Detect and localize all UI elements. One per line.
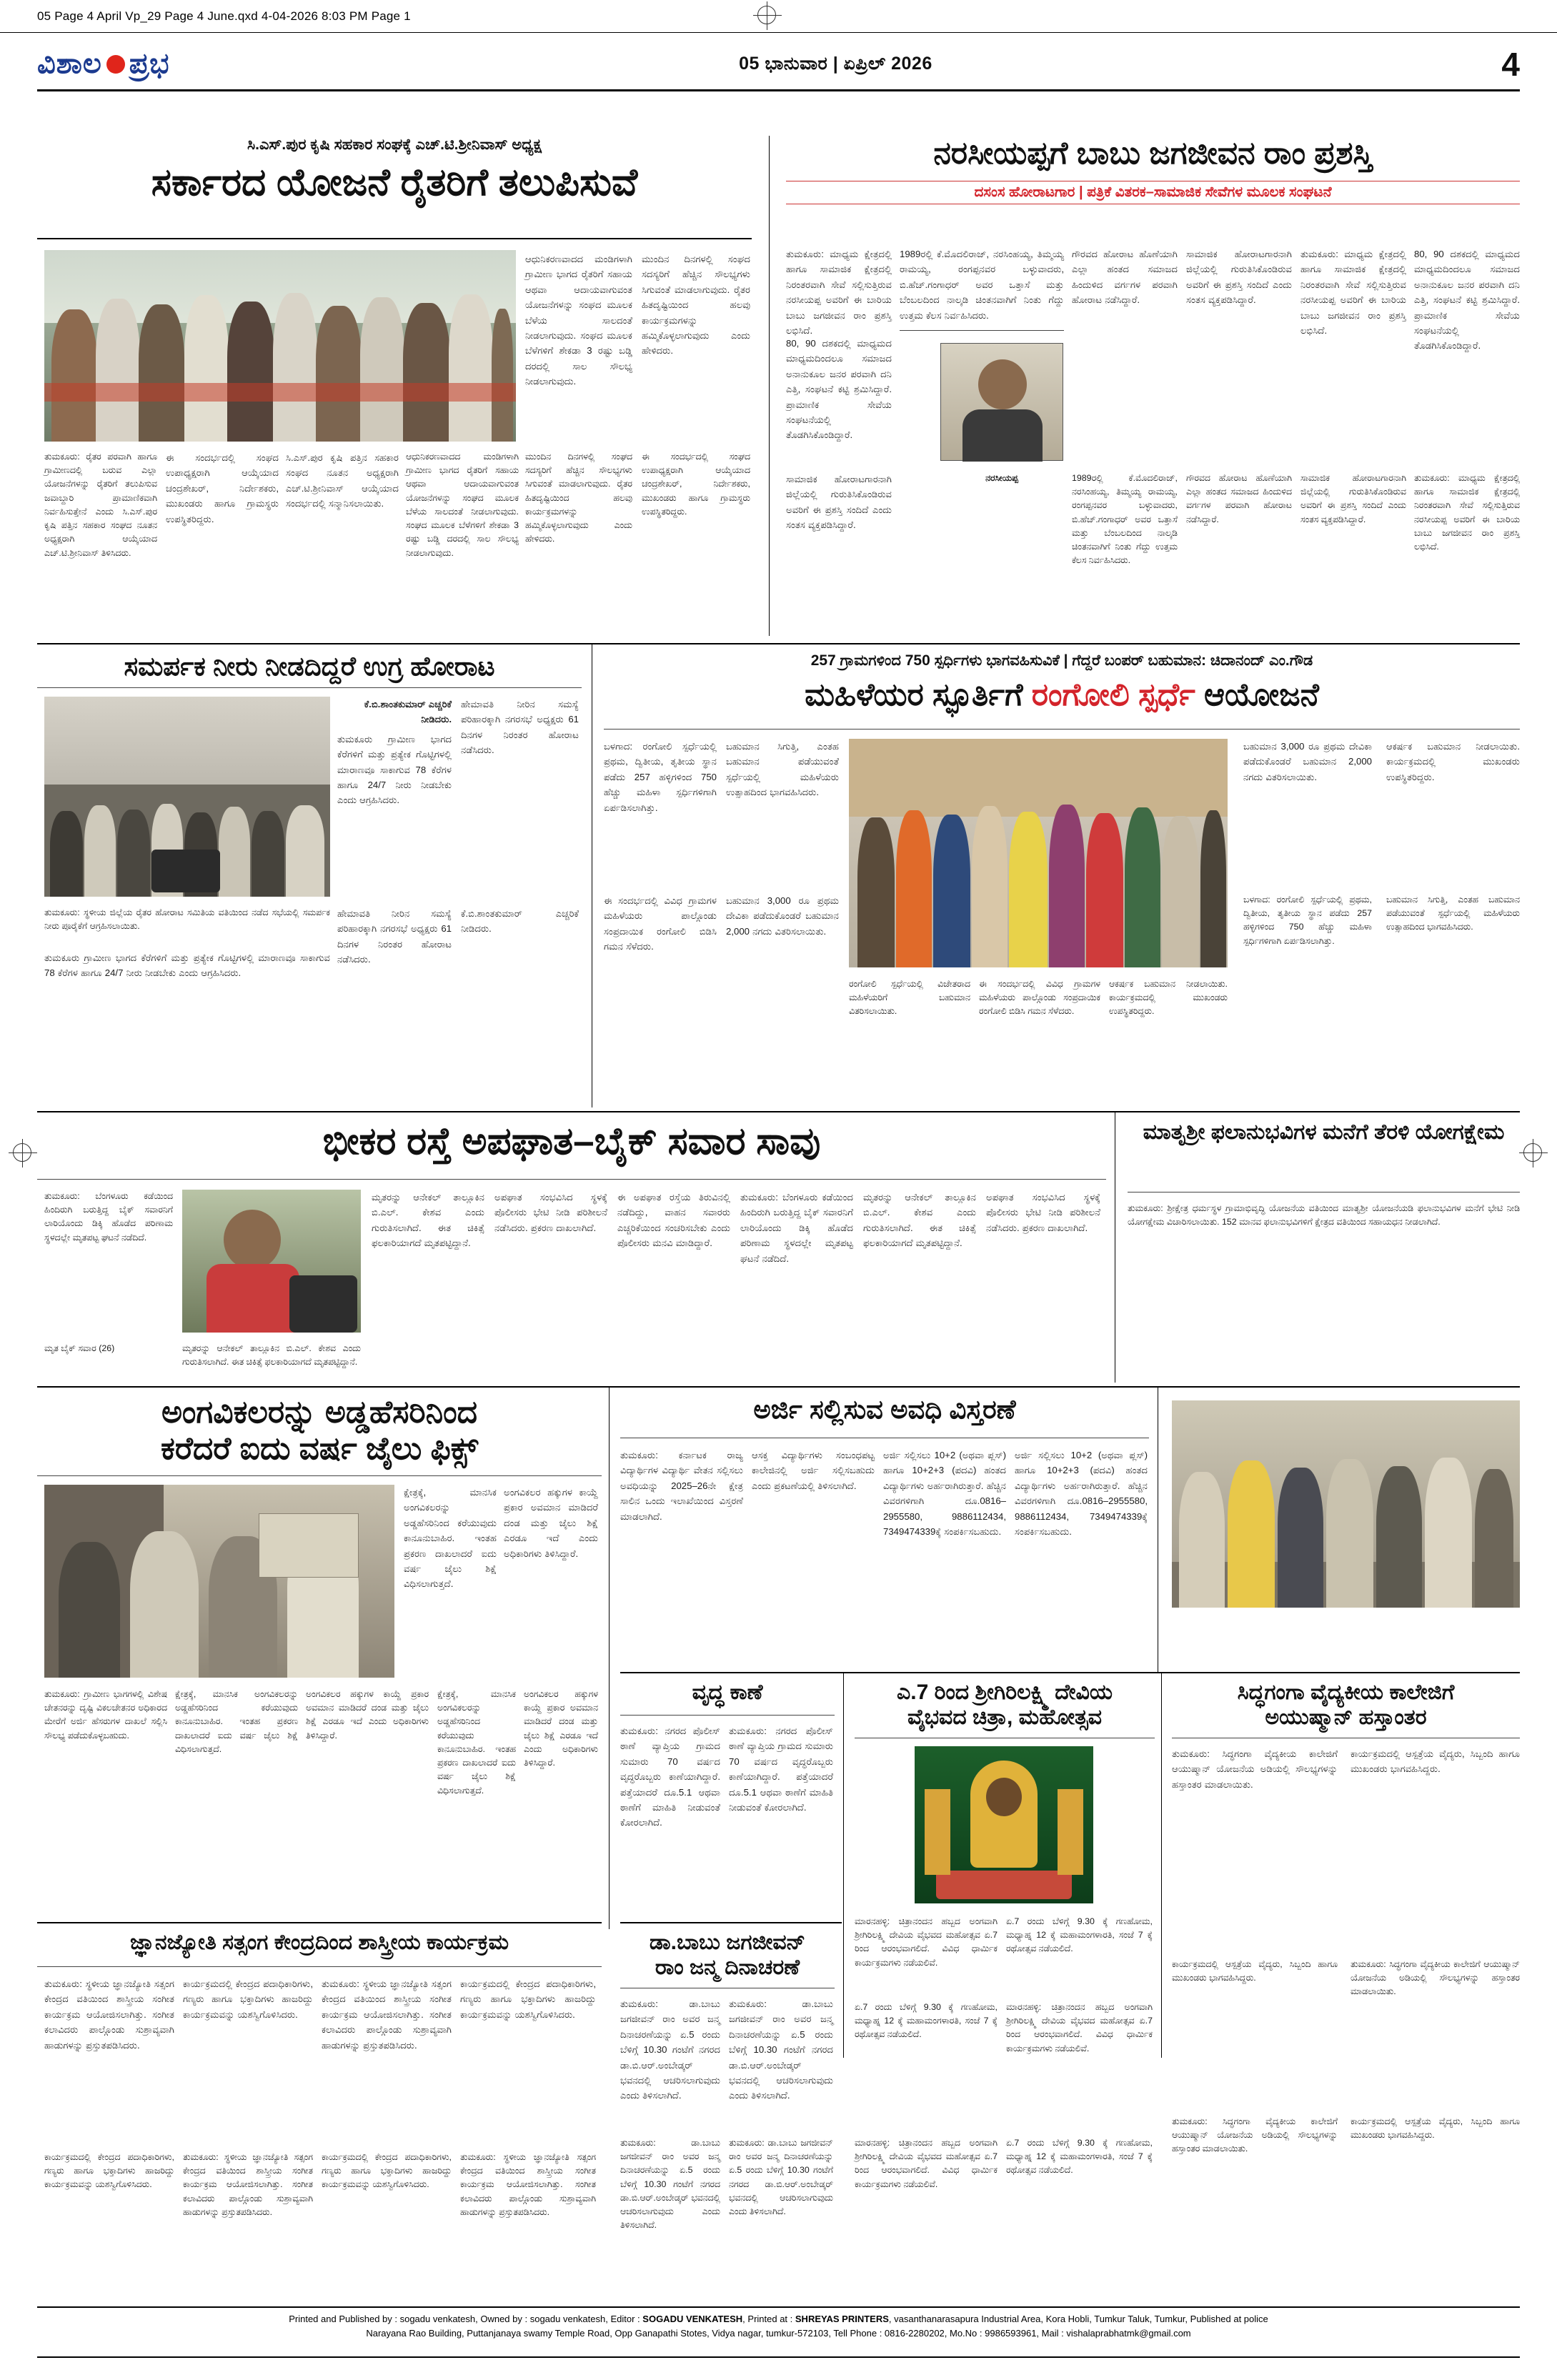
portrait-caption: ನರಸೀಯಪ್ಪ	[985, 473, 1018, 483]
article-col-5: ಈ ಸಂದರ್ಭದಲ್ಲಿ ಸಂಘದ ಉಪಾಧ್ಯಕ್ಷರಾಗಿ ಆಯ್ಕೆಯಾದ ಚಂದ್ರಶೇಖರ್, ನಿರ್ದೇಶಕರು, ಮುಖಂಡರು ಹಾಗೂ ಗ್ರಾಮಸ್ಥರು ಉಪಸ್ಥಿತರಿದ್ದರು.	[166, 452, 279, 524]
article-col-1: ತುಮಕೂರು: ರೈತರ ಪರವಾಗಿ ಹಾಗೂ ಗ್ರಾಮೀಣದಲ್ಲಿ ಬರುವ ಎಲ್ಲಾ ಯೋಜನೆಗಳನ್ನು ರೈತರಿಗೆ ತಲುಪಿಸುವ ಜವಾಬ್ದಾರಿ ಪ್ರಾಮಾಣಿಕವಾಗಿ ನಿರ್ವಹಿಸುತ್ತೇನೆ ಎಂದು ಸಿ.ಎಸ್.ಪುರ ಕೃಷಿ ಪತ್ತಿನ ಸಹಕಾರ ಸಂಘದ ನೂತನ ಅಧ್ಯಕ್ಷರಾಗಿ ಆಯ್ಕೆಯಾದ ಎಚ್.ಟಿ.ಶ್ರೀನಿವಾಸ್ ತಿಳಿಸಿದರು.	[44, 452, 157, 558]
water-col-4: ಹೇಮಾವತಿ ನೀರಿನ ಸಮಸ್ಯೆ ಪರಿಹಾರಕ್ಕಾಗಿ ನಗರಸಭೆ ಅಧ್ಯಕ್ಷರು 61 ದಿನಗಳ ನಿರಂತರ ಹೋರಾಟ ನಡೆಸಿದರು.	[337, 908, 452, 965]
column-divider	[843, 1672, 844, 2058]
accident-col-2: ಮೃತರನ್ನು ಆನೇಕಲ್ ತಾಲ್ಲೂಕಿನ ಬಿ.ಎಲ್. ಕೇಶವ ಎಂದು ಗುರುತಿಸಲಾಗಿದೆ. ಈತ ಚಿಕಿತ್ಸೆ ಫಲಕಾರಿಯಾಗದೆ ಮೃತಪಟ್ಟಿದ್ದಾನೆ.	[182, 1343, 361, 1368]
divider	[620, 1672, 1520, 1673]
article-siddaganga	[1172, 1681, 1520, 1730]
disability-col-2: ಅಂಗವಿಕಲರ ಹಕ್ಕುಗಳ ಕಾಯ್ದೆ ಪ್ರಕಾರ ಅವಮಾನ ಮಾಡಿದರೆ ದಂಡ ಮತ್ತು ಜೈಲು ಶಿಕ್ಷೆ ಎರಡೂ ಇದೆ ಎಂದು ಅಧಿಕಾರಿಗಳು ತಿಳಿಸಿದ್ದಾರೆ.	[504, 1487, 598, 1559]
article-col-9: ಈ ಸಂದರ್ಭದಲ್ಲಿ ಸಂಘದ ಉಪಾಧ್ಯಕ್ಷರಾಗಿ ಆಯ್ಕೆಯಾದ ಚಂದ್ರಶೇಖರ್, ನಿರ್ದೇಶಕರು, ಮುಖಂಡರು ಹಾಗೂ ಗ್ರಾಮಸ್ಥರು ಉಪಸ್ಥಿತರಿದ್ದರು.	[642, 452, 750, 517]
rangoli-col-10: ಬಳಗಾದ: ರಂಗೋಲಿ ಸ್ಪರ್ಧೆಯಲ್ಲಿ ಪ್ರಥಮ, ದ್ವಿತೀಯ, ತೃತೀಯ ಸ್ಥಾನ ಪಡೆದು 257 ಹಳ್ಳಿಗಳಿಂದ 750 ಹೆಚ್ಚು ಮಹಿಳಾ ಸ್ಪರ್ಧಿಗಳಿಗಾಗಿ ಏರ್ಪಡಿಸಲಾಗಿತ್ತು.	[1243, 895, 1372, 946]
rangoli-col-4: ಈ ಸಂದರ್ಭದಲ್ಲಿ ವಿವಿಧ ಗ್ರಾಮಗಳ ಮಹಿಳೆಯರು ಪಾಲ್ಗೊಂಡು ಸಂಪ್ರದಾಯಿಕ ರಂಗೋಲಿ ಬಿಡಿಸಿ ಗಮನ ಸೆಳೆದರು.	[979, 979, 1100, 1017]
column-divider	[769, 136, 770, 636]
satsang-col-5: ಕಾರ್ಯಕ್ರಮದಲ್ಲಿ ಕೇಂದ್ರದ ಪದಾಧಿಕಾರಿಗಳು, ಗಣ್ಯರು ಹಾಗೂ ಭಕ್ತಾದಿಗಳು ಹಾಜರಿದ್ದು ಕಾರ್ಯಕ್ರಮವನ್ನು ಯಶಸ್ವಿಗೊಳಿಸಿದರು.	[44, 2152, 174, 2190]
satsang-col-3: ತುಮಕೂರು: ಸ್ಥಳೀಯ ಜ್ಞಾನಜ್ಯೋತಿ ಸತ್ಸಂಗ ಕೇಂದ್ರದ ವತಿಯಿಂದ ಶಾಸ್ತ್ರೀಯ ಸಂಗೀತ ಕಾರ್ಯಕ್ರಮ ಆಯೋಜಿಸಲಾಗಿತ್ತು. ಸಂಗೀತ ಕಲಾವಿದರು ಪಾಲ್ಗೊಂಡು ಸುಶ್ರಾವ್ಯವಾಗಿ ಹಾಡುಗಳನ್ನು ಪ್ರಸ್ತುತಪಡಿಸಿದರು.	[322, 1978, 452, 2051]
article-col-8: ಮುಂದಿನ ದಿನಗಳಲ್ಲಿ ಸಂಘದ ಸದಸ್ಯರಿಗೆ ಹೆಚ್ಚಿನ ಸೌಲಭ್ಯಗಳು ಸಿಗುವಂತೆ ಮಾಡಲಾಗುವುದು. ರೈತರ ಹಿತದೃಷ್ಟಿಯಿಂದ ಹಲವು ಕಾರ್ಯಕ್ರಮಗಳನ್ನು ಹಮ್ಮಿಕೊಳ್ಳಲಾಗುವುದು ಎಂದು ಹೇಳಿದರು.	[525, 452, 632, 544]
article-award	[786, 136, 1520, 204]
rangoli-col-2: ಬಹುಮಾನ ಸಿಗುತ್ತಿ, ಎಂತಹ ಬಹುಮಾನ ಪಡೆಯುವಂತೆ ಸ್ಪರ್ಧೆಯಲ್ಲಿ ಮಹಿಳೆಯರು ಉತ್ಸಾಹದಿಂದ ಭಾಗವಹಿಸಿದರು.	[726, 741, 839, 798]
birthday-col-3: ತುಮಕೂರು: ಡಾ.ಬಾಬು ಜಗಜೀವನ್ ರಾಂ ಅವರ ಜನ್ಮ ದಿನಾಚರಣೆಯನ್ನು ಏ.5 ರಂದು ಬೆಳಿಗ್ಗೆ 10.30 ಗಂಟೆಗೆ ನಗರದ ಡಾ.ಬಿ.ಆರ್.ಅಂಬೇಡ್ಕರ್ ಭವನದಲ್ಲಿ ಆಚರಿಸಲಾಗುವುದು ಎಂದು ತಿಳಿಸಲಾಗಿದೆ.	[620, 2138, 720, 2231]
disability-caption: ತುಮಕೂರು: ಗ್ರಾಮೀಣ ಭಾಗಗಳಲ್ಲಿ ವಿಶೇಷ ಚೇತನರನ್ನು ದೃಷ್ಟಿ ವಿಕಲಚೇತನರ ಅಧಿಕಾರದ ಮೇರೆಗೆ ಅರ್ಜಿ ಹೆಸರುಗಳ ದಾಖಲೆ ಸಲ್ಲಿಸಿ ಸೌಲಭ್ಯ ಪಡೆದುಕೊಳ್ಳಬಹುದು.	[44, 1689, 167, 1741]
article-headline: ನರಸೀಯಪ್ಪಗೆ ಬಾಬು ಜಗಜೀವನ ರಾಂ ಪ್ರಶಸ್ತಿ	[933, 136, 1373, 171]
award-col-11: ಸಾಮಾಜಿಕ ಹೋರಾಟಗಾರನಾಗಿ ಜಿಲ್ಲೆಯಲ್ಲಿ ಗುರುತಿಸಿಕೊಂಡಿರುವ ಅವರಿಗೆ ಈ ಪ್ರಶಸ್ತಿ ಸಂದಿದೆ ಎಂದು ಸಂತಸ ವ್ಯಕ್ತಪಡಿಸಿದ್ದಾರೆ.	[1300, 473, 1406, 524]
column-divider	[609, 1386, 610, 1929]
article-col-2	[166, 254, 280, 269]
divider	[37, 238, 752, 239]
satsang-col-4: ಕಾರ್ಯಕ್ರಮದಲ್ಲಿ ಕೇಂದ್ರದ ಪದಾಧಿಕಾರಿಗಳು, ಗಣ್ಯರು ಹಾಗೂ ಭಕ್ತಾದಿಗಳು ಹಾಜರಿದ್ದು ಕಾರ್ಯಕ್ರಮವನ್ನು ಯಶಸ್ವಿಗೊಳಿಸಿದರು.	[460, 1978, 596, 2020]
accident-col-1: ತುಮಕೂರು: ಬೆಂಗಳೂರು ಕಡೆಯಿಂದ ಹಿಂದಿರುಗಿ ಬರುತ್ತಿದ್ದ ಬೈಕ್ ಸವಾರನಿಗೆ ಲಾರಿಯೊಂದು ಡಿಕ್ಕಿ ಹೊಡೆದ ಪರಿಣಾಮ ಸ್ಥಳದಲ್ಲೇ ಮೃತಪಟ್ಟ ಘಟನೆ ನಡೆದಿದೆ.	[44, 1191, 173, 1243]
article-headline-line2: ರಾಂ ಜನ್ಮ ದಿನಾಚರಣೆ	[655, 1955, 800, 1979]
temple-col-5: ಮಾರನಹಳ್ಳಿ: ಚಿತ್ರಾನಂದನ ಹಬ್ಬದ ಅಂಗವಾಗಿ ಶ್ರೀಗಿರಿಲಕ್ಷ್ಮಿ ದೇವಿಯ ವೈಭವದ ಮಹೋತ್ಸವ ಏ.7 ರಿಂದ ಆರಂಭವಾಗಲಿದೆ. ವಿವಿಧ ಧಾರ್ಮಿಕ ಕಾರ್ಯಕ್ರಮಗಳು ನಡೆಯಲಿವೆ.	[855, 2138, 998, 2189]
disability-col-5: ಕ್ಷೇತ್ರಕ್ಕೆ, ಮಾನಸಿಕ ಅಂಗವಿಕಲರನ್ನು ಅಡ್ಡಹೆಸರಿನಿಂದ ಕರೆಯುವುದು ಕಾನೂನುಬಾಹಿರ. ಇಂತಹ ಪ್ರಕರಣ ದಾಖಲಾದರೆ ಐದು ವರ್ಷ ಜೈಲು ಶಿಕ್ಷೆ ವಿಧಿಸಲಾಗುತ್ತದೆ.	[437, 1689, 516, 1796]
rangoli-col-11: ಬಹುಮಾನ ಸಿಗುತ್ತಿ, ಎಂತಹ ಬಹುಮಾನ ಪಡೆಯುವಂತೆ ಸ್ಪರ್ಧೆಯಲ್ಲಿ ಮಹಿಳೆಯರು ಉತ್ಸಾಹದಿಂದ ಭಾಗವಹಿಸಿದರು.	[1386, 895, 1520, 932]
award-col-3: 1989ರಲ್ಲಿ ಕೆ.ಮೊದಲಿರಾಜ್, ನರಸಿಂಹಯ್ಯ, ತಿಮ್ಮಯ್ಯ ರಾಮಯ್ಯ, ರಂಗಪ್ಪನವರ ಬಳ್ಳುವಾದರು, ಬಿ.ಹೆಚ್.ಗಂಗಾಧರ್ ಅವರ ಒತ್ತಾಸೆ ಮತ್ತು ಬೆಂಬಲದಿಂದ ನಾಲ್ಕಡಿ ಚಿಂತನವಾಗಿಗೆ ನಿಂತು ಗೆದ್ದು ಉತ್ತಮ ಕೆಲಸ ನಿರ್ವಹಿಸಿದರು.	[900, 249, 1064, 321]
article-matrushree	[1128, 1120, 1520, 1145]
article-headline-line2: ವೈಭವದ ಚಿತ್ರಾ, ಮಹೋತ್ಸವ	[907, 1705, 1103, 1729]
disability-col-3: ಕ್ಷೇತ್ರಕ್ಕೆ, ಮಾನಸಿಕ ಅಂಗವಿಕಲರನ್ನು ಅಡ್ಡಹೆಸರಿನಿಂದ ಕರೆಯುವುದು ಕಾನೂನುಬಾಹಿರ. ಇಂತಹ ಪ್ರಕರಣ ದಾಖಲಾದರೆ ಐದು ವರ್ಷ ಜೈಲು ಶಿಕ್ಷೆ ವಿಧಿಸಲಾಗುತ್ತದೆ.	[175, 1689, 298, 1754]
article-col-4: ಮುಂದಿನ ದಿನಗಳಲ್ಲಿ ಸಂಘದ ಸದಸ್ಯರಿಗೆ ಹೆಚ್ಚಿನ ಸೌಲಭ್ಯಗಳು ಸಿಗುವಂತೆ ಮಾಡಲಾಗುವುದು. ರೈತರ ಹಿತದೃಷ್ಟಿಯಿಂದ ಹಲವು ಕಾರ್ಯಕ್ರಮಗಳನ್ನು ಹಮ್ಮಿಕೊಳ್ಳಲಾಗುವುದು ಎಂದು ಹೇಳಿದರು.	[642, 254, 750, 357]
rangoli-col-6: ಈ ಸಂದರ್ಭದಲ್ಲಿ ವಿವಿಧ ಗ್ರಾಮಗಳ ಮಹಿಳೆಯರು ಪಾಲ್ಗೊಂಡು ಸಂಪ್ರದಾಯಿಕ ರಂಗೋಲಿ ಬಿಡಿಸಿ ಗಮನ ಸೆಳೆದರು.	[604, 895, 717, 952]
rangoli-col-3: ರಂಗೋಲಿ ಸ್ಪರ್ಧೆಯಲ್ಲಿ ವಿಜೇತರಾದ ಮಹಿಳೆಯರಿಗೆ ಬಹುಮಾನ ವಿತರಿಸಲಾಯಿತು.	[849, 979, 970, 1017]
accident-caption: ಮೃತ ಬೈಕ್ ಸವಾರ (26)	[44, 1343, 115, 1353]
print-job-strip	[0, 0, 1557, 33]
missing-col-2: ತುಮಕೂರು: ನಗರದ ಪೊಲೀಸ್ ಠಾಣೆ ವ್ಯಾಪ್ತಿಯ ಗ್ರಾಮದ ಸುಮಾರು 70 ವರ್ಷದ ವೃದ್ಧರೊಬ್ಬರು ಕಾಣೆಯಾಗಿದ್ದಾರೆ. ಪತ್ತೆಯಾದರೆ ದೂ.5.1 ಆಥವಾ ಠಾಣೆಗೆ ಮಾಹಿತಿ ನೀಡುವಂತೆ ಕೋರಲಾಗಿದೆ.	[729, 1726, 833, 1813]
siddaganga-col-6: ಕಾರ್ಯಕ್ರಮದಲ್ಲಿ ಆಸ್ಪತ್ರೆಯ ವೈದ್ಯರು, ಸಿಬ್ಬಂದಿ ಹಾಗೂ ಮುಖಂಡರು ಭಾಗವಹಿಸಿದ್ದರು.	[1350, 2116, 1520, 2141]
article-rangoli	[604, 652, 1520, 714]
article-headline: ಮಹಿಳೆಯರ ಸ್ಫೂರ್ತಿಗೆ ರಂಗೋಲಿ ಸ್ಪರ್ಧೆ ಆಯೋಜನೆ	[805, 677, 1319, 713]
divider	[37, 1922, 602, 1923]
article-temple	[855, 1681, 1155, 1730]
masthead	[37, 39, 1520, 91]
divider	[37, 1966, 602, 1967]
article-headline: ಸಮರ್ಪಕ ನೀರು ನೀಡದಿದ್ದರೆ ಉಗ್ರ ಹೋರಾಟ	[124, 652, 495, 681]
article-deadline	[620, 1395, 1149, 1425]
article-satsang	[37, 1931, 602, 1956]
award-col-2: 80, 90 ದಶಕದಲ್ಲಿ ಮಾಧ್ಯಮದ ಮಾಧ್ಯಮದಿಂದಲೂ ಸಮಾಜದ ಅನಾನುಕೂಲ ಜನರ ಪರವಾಗಿ ದನಿ ಎತ್ತಿ, ಸಂಘಟನೆ ಕಟ್ಟಿ ಶ್ರಮಿಸಿದ್ದಾರೆ. ಪ್ರಾಮಾಣಿಕ ಸೇವೆಯ ಸಂಘಟನೆಯಲ್ಲಿ ತೊಡಗಿಸಿಕೊಂಡಿದ್ದಾರೆ.	[786, 338, 892, 441]
article-headline-line2: ಕರೆದರೆ ಐದು ವರ್ಷ ಜೈಲು ಫಿಕ್ಸ್	[161, 1430, 478, 1466]
article-headline: ಮಾತೃಶ್ರೀ ಫಲಾನುಭವಿಗಳ ಮನೆಗೆ ತೆರಳಿ ಯೋಗಕ್ಷೇಮ	[1143, 1120, 1505, 1144]
meeting-photo	[44, 697, 330, 897]
divider	[37, 1111, 1520, 1112]
article-headline: ಭೀಕರ ರಸ್ತೆ ಅಪಘಾತ–ಬೈಕ್ ಸವಾರ ಸಾವು	[322, 1120, 821, 1162]
divider	[1128, 1192, 1520, 1193]
satsang-col-6: ತುಮಕೂರು: ಸ್ಥಳೀಯ ಜ್ಞಾನಜ್ಯೋತಿ ಸತ್ಸಂಗ ಕೇಂದ್ರದ ವತಿಯಿಂದ ಶಾಸ್ತ್ರೀಯ ಸಂಗೀತ ಕಾರ್ಯಕ್ರಮ ಆಯೋಜಿಸಲಾಗಿತ್ತು. ಸಂಗೀತ ಕಲಾವಿದರು ಪಾಲ್ಗೊಂಡು ಸುಶ್ರಾವ್ಯವಾಗಿ ಹಾಡುಗಳನ್ನು ಪ್ರಸ್ತುತಪಡಿಸಿದರು.	[183, 2152, 313, 2217]
article-headline: ಅರ್ಜಿ ಸಲ್ಲಿಸುವ ಅವಧಿ ವಿಸ್ತರಣೆ	[753, 1395, 1016, 1424]
accident-col-4: ಅಪಘಾತ ಸಂಭವಿಸಿದ ಸ್ಥಳಕ್ಕೆ ಪೊಲೀಸರು ಭೇಟಿ ನೀಡಿ ಪರಿಶೀಲನೆ ನಡೆಸಿದರು. ಪ್ರಕರಣ ದಾಖಲಾಗಿದೆ.	[494, 1192, 607, 1233]
article-cs-pura	[37, 136, 752, 205]
column-divider	[1161, 1672, 1162, 2058]
birthday-col-4: ತುಮಕೂರು: ಡಾ.ಬಾಬು ಜಗಜೀವನ್ ರಾಂ ಅವರ ಜನ್ಮ ದಿನಾಚರಣೆಯನ್ನು ಏ.5 ರಂದು ಬೆಳಿಗ್ಗೆ 10.30 ಗಂಟೆಗೆ ನಗರದ ಡಾ.ಬಿ.ಆರ್.ಅಂಬೇಡ್ಕರ್ ಭವನದಲ್ಲಿ ಆಚರಿಸಲಾಗುವುದು ಎಂದು ತಿಳಿಸಲಾಗಿದೆ.	[729, 2138, 833, 2217]
satsang-col-1: ತುಮಕೂರು: ಸ್ಥಳೀಯ ಜ್ಞಾನಜ್ಯೋತಿ ಸತ್ಸಂಗ ಕೇಂದ್ರದ ವತಿಯಿಂದ ಶಾಸ್ತ್ರೀಯ ಸಂಗೀತ ಕಾರ್ಯಕ್ರಮ ಆಯೋಜಿಸಲಾಗಿತ್ತು. ಸಂಗೀತ ಕಲಾವಿದರು ಪಾಲ್ಗೊಂಡು ಸುಶ್ರಾವ್ಯವಾಗಿ ಹಾಡುಗಳನ್ನು ಪ್ರಸ್ತುತಪಡಿಸಿದರು.	[44, 1978, 174, 2051]
registration-mark-top	[757, 6, 776, 24]
logo-dot-icon	[106, 55, 125, 74]
page-footer	[37, 2306, 1520, 2358]
satsang-col-8: ತುಮಕೂರು: ಸ್ಥಳೀಯ ಜ್ಞಾನಜ್ಯೋತಿ ಸತ್ಸಂಗ ಕೇಂದ್ರದ ವತಿಯಿಂದ ಶಾಸ್ತ್ರೀಯ ಸಂಗೀತ ಕಾರ್ಯಕ್ರಮ ಆಯೋಜಿಸಲಾಗಿತ್ತು. ಸಂಗೀತ ಕಲಾವಿದರು ಪಾಲ್ಗೊಂಡು ಸುಶ್ರಾವ್ಯವಾಗಿ ಹಾಡುಗಳನ್ನು ಪ್ರಸ್ತುತಪಡಿಸಿದರು.	[460, 2152, 596, 2217]
award-col-7: 80, 90 ದಶಕದಲ್ಲಿ ಮಾಧ್ಯಮದ ಮಾಧ್ಯಮದಿಂದಲೂ ಸಮಾಜದ ಅನಾನುಕೂಲ ಜನರ ಪರವಾಗಿ ದನಿ ಎತ್ತಿ, ಸಂಘಟನೆ ಕಟ್ಟಿ ಶ್ರಮಿಸಿದ್ದಾರೆ. ಪ್ರಾಮಾಣಿಕ ಸೇವೆಯ ಸಂಘಟನೆಯಲ್ಲಿ ತೊಡಗಿಸಿಕೊಂಡಿದ್ದಾರೆ.	[1414, 249, 1520, 352]
water-col-3: ತುಮಕೂರು ಗ್ರಾಮೀಣ ಭಾಗದ ಕೆರೆಗಳಿಗೆ ಮತ್ತು ಪ್ರತ್ಯೇಕ ಗೊಟ್ಟಿಗಳಲ್ಲಿ ಮಾರಾಣವೂ ಸಾಕಾಗುವ 78 ಕೆರೆಗಳ ಹಾಗೂ 24/7 ನೀರು ನೀಡಬೇಕು ಎಂದು ಆಗ್ರಹಿಸಿದರು.	[44, 952, 330, 979]
article-birthday	[620, 1931, 835, 1980]
article-kicker: ಸಿ.ಎಸ್.ಪುರ ಕೃಷಿ ಸಹಕಾರ ಸಂಘಕ್ಕೆ ಎಚ್.ಟಿ.ಶ್ರೀನಿವಾಸ್ ಅಧ್ಯಕ್ಷ	[247, 136, 542, 153]
rangoli-photo	[849, 739, 1228, 967]
award-col-1: ತುಮಕೂರು: ಮಾಧ್ಯಮ ಕ್ಷೇತ್ರದಲ್ಲಿ ಹಾಗೂ ಸಾಮಾಜಿಕ ಕ್ಷೇತ್ರದಲ್ಲಿ ನಿರಂತರವಾಗಿ ಸೇವೆ ಸಲ್ಲಿಸುತ್ತಿರುವ ನರಸೀಯಪ್ಪ ಅವರಿಗೆ ಈ ಬಾರಿಯ ಬಾಬು ಜಗಜೀವನ ರಾಂ ಪ್ರಶಸ್ತಿ ಲಭಿಸಿದೆ.	[786, 249, 892, 336]
deity-photo	[915, 1746, 1093, 1903]
siddaganga-col-2: ಕಾರ್ಯಕ್ರಮದಲ್ಲಿ ಆಸ್ಪತ್ರೆಯ ವೈದ್ಯರು, ಸಿಬ್ಬಂದಿ ಹಾಗೂ ಮುಖಂಡರು ಭಾಗವಹಿಸಿದ್ದರು.	[1350, 1748, 1520, 1775]
page-number: 4	[1501, 45, 1520, 83]
divider	[900, 330, 1064, 331]
disability-photo	[44, 1485, 394, 1678]
print-job-text: 05 Page 4 April Vp_29 Page 4 June.qxd 4-04-2026 8:03 PM Page 1	[37, 9, 411, 23]
article-accident	[37, 1120, 1106, 1164]
logo-text-right: ಪ್ರಭ	[129, 48, 170, 79]
divider	[37, 1475, 602, 1476]
article-headline: ಸರ್ಕಾರದ ಯೋಜನೆ ರೈತರಿಗೆ ತಲುಪಿಸುವೆ	[151, 161, 638, 204]
disability-col-4: ಅಂಗವಿಕಲರ ಹಕ್ಕುಗಳ ಕಾಯ್ದೆ ಪ್ರಕಾರ ಅವಮಾನ ಮಾಡಿದರೆ ದಂಡ ಮತ್ತು ಜೈಲು ಶಿಕ್ಷೆ ಎರಡೂ ಇದೆ ಎಂದು ಅಧಿಕಾರಿಗಳು ತಿಳಿಸಿದ್ದಾರೆ.	[306, 1689, 429, 1741]
article-disability	[37, 1395, 602, 1467]
family-photo	[1172, 1400, 1520, 1608]
deadline-col-4: ಅರ್ಜಿ ಸಲ್ಲಿಸಲು 10+2 (ಅಥವಾ ಪ್ಲಸ್) ಹಾಗೂ 10+2+3 (ಪದವಿ) ಹಂತದ ವಿದ್ಯಾರ್ಥಿಗಳು ಅರ್ಹರಾಗಿರುತ್ತಾರೆ. ಹೆಚ್ಚಿನ ವಿವರಗಳಿಗಾಗಿ ದೂ.0816–2955580, 9886112434, 7349474339ಕ್ಕೆ ಸಂಪರ್ಕಿಸಬಹುದು.	[1015, 1450, 1148, 1537]
award-col-4: ಗೌರವದ ಹೋರಾಟ ಹೊಣೆಯಾಗಿ ಎಲ್ಲಾ ಹಂತದ ಸಮಾಜದ ಹಿಂದುಳಿದ ವರ್ಗಗಳ ಪರವಾಗಿ ಹೋರಾಟ ನಡೆಸಿದ್ದಾರೆ.	[1072, 249, 1178, 306]
satsang-col-7: ಕಾರ್ಯಕ್ರಮದಲ್ಲಿ ಕೇಂದ್ರದ ಪದಾಧಿಕಾರಿಗಳು, ಗಣ್ಯರು ಹಾಗೂ ಭಕ್ತಾದಿಗಳು ಹಾಜರಿದ್ದು ಕಾರ್ಯಕ್ರಮವನ್ನು ಯಶಸ್ವಿಗೊಳಿಸಿದರು.	[322, 2152, 452, 2190]
article-photo-group	[44, 250, 516, 442]
siddaganga-col-4: ತುಮಕೂರು: ಸಿದ್ಧಗಂಗಾ ವೈದ್ಯಕೀಯ ಕಾಲೇಜಿಗೆ ಆಯುಷ್ಮಾನ್ ಯೋಜನೆಯ ಅಡಿಯಲ್ಲಿ ಸೌಲಭ್ಯಗಳನ್ನು ಹಸ್ತಾಂತರ ಮಾಡಲಾಯಿತು.	[1350, 1959, 1520, 1997]
water-col-2: ಹೇಮಾವತಿ ನೀರಿನ ಸಮಸ್ಯೆ ಪರಿಹಾರಕ್ಕಾಗಿ ನಗರಸಭೆ ಅಧ್ಯಕ್ಷರು 61 ದಿನಗಳ ನಿರಂತರ ಹೋರಾಟ ನಡೆಸಿದರು.	[461, 699, 579, 756]
divider	[620, 1715, 835, 1716]
temple-col-6: ಏ.7 ರಂದು ಬೆಳಿಗ್ಗೆ 9.30 ಕ್ಕೆ ಗಣಹೋಮ, ಮಧ್ಯಾಹ್ನ 12 ಕ್ಕೆ ಮಹಾಮಂಗಳಾರತಿ, ಸಂಜೆ 7 ಕ್ಕೆ ರಥೋತ್ಸವ ನಡೆಯಲಿದೆ.	[1006, 2138, 1153, 2176]
article-headline: ಜ್ಞಾನಜ್ಯೋತಿ ಸತ್ಸಂಗ ಕೇಂದ್ರದಿಂದ ಶಾಸ್ತ್ರೀಯ ಕಾರ್ಯಕ್ರಮ	[130, 1931, 509, 1954]
birthday-col-2: ತುಮಕೂರು: ಡಾ.ಬಾಬು ಜಗಜೀವನ್ ರಾಂ ಅವರ ಜನ್ಮ ದಿನಾಚರಣೆಯನ್ನು ಏ.5 ರಂದು ಬೆಳಿಗ್ಗೆ 10.30 ಗಂಟೆಗೆ ನಗರದ ಡಾ.ಬಿ.ಆರ್.ಅಂಬೇಡ್ಕರ್ ಭವನದಲ್ಲಿ ಆಚರಿಸಲಾಗುವುದು ಎಂದು ತಿಳಿಸಲಾಗಿದೆ.	[729, 1998, 833, 2101]
satsang-col-2: ಕಾರ್ಯಕ್ರಮದಲ್ಲಿ ಕೇಂದ್ರದ ಪದಾಧಿಕಾರಿಗಳು, ಗಣ್ಯರು ಹಾಗೂ ಭಕ್ತಾದಿಗಳು ಹಾಜರಿದ್ದು ಕಾರ್ಯಕ್ರಮವನ್ನು ಯಶಸ್ವಿಗೊಳಿಸಿದರು.	[183, 1978, 313, 2020]
article-headline-line1: ಸಿದ್ಧಗಂಗಾ ವೈದ್ಯಕೀಯ ಕಾಲೇಜಿಗೆ	[1237, 1681, 1455, 1704]
article-headline-line1: ಅಂಗವಿಕಲರನ್ನು ಅಡ್ಡಹೆಸರಿನಿಂದ	[161, 1395, 478, 1430]
siddaganga-col-3: ಕಾರ್ಯಕ್ರಮದಲ್ಲಿ ಆಸ್ಪತ್ರೆಯ ವೈದ್ಯರು, ಸಿಬ್ಬಂದಿ ಹಾಗೂ ಮುಖಂಡರು ಭಾಗವಹಿಸಿದ್ದರು.	[1172, 1959, 1338, 1983]
birthday-col-1: ತುಮಕೂರು: ಡಾ.ಬಾಬು ಜಗಜೀವನ್ ರಾಂ ಅವರ ಜನ್ಮ ದಿನಾಚರಣೆಯನ್ನು ಏ.5 ರಂದು ಬೆಳಿಗ್ಗೆ 10.30 ಗಂಟೆಗೆ ನಗರದ ಡಾ.ಬಿ.ಆರ್.ಅಂಬೇಡ್ಕರ್ ಭವನದಲ್ಲಿ ಆಚರಿಸಲಾಗುವುದು ಎಂದು ತಿಳಿಸಲಾಗಿದೆ.	[620, 1998, 720, 2101]
article-col-7: ಆಧುನಿಕರಣವಾದದ ಮಂಡಿಗಳಾಗಿ ಗ್ರಾಮೀಣ ಭಾಗದ ರೈತರಿಗೆ ಸಹಾಯ ಆಥವಾ ಆದಾಯವಾಗುವಂತ ಯೋಜನೆಗಳನ್ನು ಸಂಘದ ಮೂಲಕ ಬೆಳೆಯ ಸಾಲದಂತೆ ನೀಡಲಾಗುವುದು. ಸಂಘದ ಮೂಲಕ ಬೆಳೆಗಳಿಗೆ ಶೇಕಡಾ 3 ರಷ್ಟು ಬಡ್ಡಿ ದರದಲ್ಲಿ ಸಾಲ ಸೌಲಭ್ಯ ನೀಡಲಾಗುವುದು.	[406, 452, 519, 558]
registration-mark-left	[13, 1143, 31, 1162]
publication-logo	[37, 48, 170, 80]
award-col-8: ಸಾಮಾಜಿಕ ಹೋರಾಟಗಾರನಾಗಿ ಜಿಲ್ಲೆಯಲ್ಲಿ ಗುರುತಿಸಿಕೊಂಡಿರುವ ಅವರಿಗೆ ಈ ಪ್ರಶಸ್ತಿ ಸಂದಿದೆ ಎಂದು ಸಂತಸ ವ್ಯಕ್ತಪಡಿಸಿದ್ದಾರೆ.	[786, 474, 892, 531]
temple-col-1: ಮಾರನಹಳ್ಳಿ: ಚಿತ್ರಾನಂದನ ಹಬ್ಬದ ಅಂಗವಾಗಿ ಶ್ರೀಗಿರಿಲಕ್ಷ್ಮಿ ದೇವಿಯ ವೈಭವದ ಮಹೋತ್ಸವ ಏ.7 ರಿಂದ ಆರಂಭವಾಗಲಿದೆ. ವಿವಿಧ ಧಾರ್ಮಿಕ ಕಾರ್ಯಕ್ರಮಗಳು ನಡೆಯಲಿವೆ.	[855, 1916, 998, 1968]
article-headline-line2: ಅಯುಷ್ಮಾನ್ ಹಸ್ತಾಂತರ	[1265, 1705, 1427, 1729]
accident-col-8: ಅಪಘಾತ ಸಂಭವಿಸಿದ ಸ್ಥಳಕ್ಕೆ ಪೊಲೀಸರು ಭೇಟಿ ನೀಡಿ ಪರಿಶೀಲನೆ ನಡೆಸಿದರು. ಪ್ರಕರಣ ದಾಖಲಾಗಿದೆ.	[986, 1192, 1100, 1233]
accident-col-3: ಮೃತರನ್ನು ಆನೇಕಲ್ ತಾಲ್ಲೂಕಿನ ಬಿ.ಎಲ್. ಕೇಶವ ಎಂದು ಗುರುತಿಸಲಾಗಿದೆ. ಈತ ಚಿಕಿತ್ಸೆ ಫಲಕಾರಿಯಾಗದೆ ಮೃತಪಟ್ಟಿದ್ದಾನೆ.	[372, 1192, 484, 1249]
issue-date: 05 ಭಾನುವಾರ | ಏಪ್ರಿಲ್ 2026	[739, 54, 932, 74]
divider	[37, 643, 1520, 644]
disability-col-1: ಕ್ಷೇತ್ರಕ್ಕೆ, ಮಾನಸಿಕ ಅಂಗವಿಕಲರನ್ನು ಅಡ್ಡಹೆಸರಿನಿಂದ ಕರೆಯುವುದು ಕಾನೂನುಬಾಹಿರ. ಇಂತಹ ಪ್ರಕರಣ ದಾಖಲಾದರೆ ಐದು ವರ್ಷ ಜೈಲು ಶಿಕ್ಷೆ ವಿಧಿಸಲಾಗುತ್ತದೆ.	[404, 1487, 497, 1590]
temple-col-3: ಏ.7 ರಂದು ಬೆಳಿಗ್ಗೆ 9.30 ಕ್ಕೆ ಗಣಹೋಮ, ಮಧ್ಯಾಹ್ನ 12 ಕ್ಕೆ ಮಹಾಮಂಗಳಾರತಿ, ಸಂಜೆ 7 ಕ್ಕೆ ರಥೋತ್ಸವ ನಡೆಯಲಿದೆ.	[855, 2002, 998, 2040]
accident-col-5: ಈ ಅಪಘಾತ ರಸ್ತೆಯ ತಿರುವಿನಲ್ಲಿ ನಡೆದಿದ್ದು, ವಾಹನ ಸವಾರರು ಎಚ್ಚರಿಕೆಯಿಂದ ಸಂಚರಿಸಬೇಕು ಎಂದು ಪೊಲೀಸರು ಮನವಿ ಮಾಡಿದ್ದಾರೆ.	[617, 1192, 730, 1249]
rangoli-col-7: ಬಹುಮಾನ 3,000 ರೂ ಪ್ರಥಮ ದೇವಿಕಾ ಪಡೆದುಕೊಂಡರೆ ಬಹುಮಾನ 2,000 ನಗದು ವಿತರಿಸಲಾಯಿತು.	[726, 895, 839, 937]
divider	[37, 1386, 1520, 1388]
missing-col-1: ತುಮಕೂರು: ನಗರದ ಪೊಲೀಸ್ ಠಾಣೆ ವ್ಯಾಪ್ತಿಯ ಗ್ರಾಮದ ಸುಮಾರು 70 ವರ್ಷದ ವೃದ್ಧರೊಬ್ಬರು ಕಾಣೆಯಾಗಿದ್ದಾರೆ. ಪತ್ತೆಯಾದರೆ ದೂ.5.1 ಆಥವಾ ಠಾಣೆಗೆ ಮಾಹಿತಿ ನೀಡುವಂತೆ ಕೋರಲಾಗಿದೆ.	[620, 1726, 720, 1828]
article-water	[37, 652, 582, 682]
rangoli-col-5: ಆಕರ್ಷಕ ಬಹುಮಾನ ನೀಡಲಾಯಿತು. ಕಾರ್ಯಕ್ರಮದಲ್ಲಿ ಮುಖಂಡರು ಉಪಸ್ಥಿತರಿದ್ದರು.	[1109, 979, 1228, 1017]
matrushree-col-1: ತುಮಕೂರು: ಶ್ರೀಕ್ಷೇತ್ರ ಧರ್ಮಸ್ಥಳ ಗ್ರಾಮಾಭಿವೃದ್ಧಿ ಯೋಜನೆಯ ವತಿಯಿಂದ ಮಾತೃಶ್ರೀ ಯೋಜನೆಯಡಿ ಫಲಾನುಭವಿಗಳ ಮನೆಗೆ ಭೇಟಿ ನೀಡಿ ಯೋಗಕ್ಷೇಮ ವಿಚಾರಿಸಲಾಯಿತು. 152 ಮಾನವ ಫಲಾನುಭವಿಗಳಿಗೆ ಕ್ಷೇತ್ರದ ವತಿಯಿಂದ ಸಹಾಯಧನ ನೀಡಲಾಗಿದೆ.	[1128, 1203, 1520, 1228]
footer-line-1: Printed and Published by : sogadu venkatesh, Owned by : sogadu venkatesh, Editor : SOGADU VENKATESH, Printed at : SHREYAS PRINTERS, vasanthanarasapura Industrial Area, Kora Hobli, Tumkur Taluk, Tumkur, Published at police	[289, 2314, 1268, 2324]
footer-line-2: Narayana Rao Building, Puttanjanaya swamy Temple Road, Opp Ganapathi Stotes, Vidya nagar, tumkur-572103, Tell Phone : 0816-2280202, Mo.No : 9986593961, Mail : vishalaprabhatmk@gmail.com	[366, 2327, 1191, 2339]
disability-col-6: ಅಂಗವಿಕಲರ ಹಕ್ಕುಗಳ ಕಾಯ್ದೆ ಪ್ರಕಾರ ಅವಮಾನ ಮಾಡಿದರೆ ದಂಡ ಮತ್ತು ಜೈಲು ಶಿಕ್ಷೆ ಎರಡೂ ಇದೆ ಎಂದು ಅಧಿಕಾರಿಗಳು ತಿಳಿಸಿದ್ದಾರೆ.	[524, 1689, 598, 1768]
award-col-5: ಸಾಮಾಜಿಕ ಹೋರಾಟಗಾರನಾಗಿ ಜಿಲ್ಲೆಯಲ್ಲಿ ಗುರುತಿಸಿಕೊಂಡಿರುವ ಅವರಿಗೆ ಈ ಪ್ರಶಸ್ತಿ ಸಂದಿದೆ ಎಂದು ಸಂತಸ ವ್ಯಕ್ತಪಡಿಸಿದ್ದಾರೆ.	[1186, 249, 1292, 306]
rangoli-col-9: ಆಕರ್ಷಕ ಬಹುಮಾನ ನೀಡಲಾಯಿತು. ಕಾರ್ಯಕ್ರಮದಲ್ಲಿ ಮುಖಂಡರು ಉಪಸ್ಥಿತರಿದ್ದರು.	[1386, 741, 1520, 782]
portrait-photo	[940, 343, 1063, 461]
siddaganga-col-5: ತುಮಕೂರು: ಸಿದ್ಧಗಂಗಾ ವೈದ್ಯಕೀಯ ಕಾಲೇಜಿಗೆ ಆಯುಷ್ಮಾನ್ ಯೋಜನೆಯ ಅಡಿಯಲ್ಲಿ ಸೌಲಭ್ಯಗಳನ್ನು ಹಸ್ತಾಂತರ ಮಾಡಲಾಯಿತು.	[1172, 2116, 1338, 2154]
rangoli-col-8: ಬಹುಮಾನ 3,000 ರೂ ಪ್ರಥಮ ದೇವಿಕಾ ಪಡೆದುಕೊಂಡರೆ ಬಹುಮಾನ 2,000 ನಗದು ವಿತರಿಸಲಾಯಿತು.	[1243, 741, 1372, 782]
deadline-col-1: ತುಮಕೂರು: ಕರ್ನಾಟಕ ರಾಜ್ಯ ವಿದ್ಯಾರ್ಥಿಗಳ ವಿದ್ಯಾರ್ಥಿ ವೇತನ ಸಲ್ಲಿಸಲು ಅವಧಿಯನ್ನು 2025–26ನೇ ಕ್ಷೇತ್ರ ಸಾಲಿನ ಒಂದು ಇಲಾಖೆಯಿಂದ ವಿಸ್ತರಣೆ ಮಾಡಲಾಗಿದೆ.	[620, 1450, 743, 1522]
temple-col-4: ಮಾರನಹಳ್ಳಿ: ಚಿತ್ರಾನಂದನ ಹಬ್ಬದ ಅಂಗವಾಗಿ ಶ್ರೀಗಿರಿಲಕ್ಷ್ಮಿ ದೇವಿಯ ವೈಭವದ ಮಹೋತ್ಸವ ಏ.7 ರಿಂದ ಆರಂಭವಾಗಲಿದೆ. ವಿವಿಧ ಧಾರ್ಮಿಕ ಕಾರ್ಯಕ್ರಮಗಳು ನಡೆಯಲಿವೆ.	[1006, 2002, 1153, 2053]
article-col-3: ಆಧುನಿಕರಣವಾದದ ಮಂಡಿಗಳಾಗಿ ಗ್ರಾಮೀಣ ಭಾಗದ ರೈತರಿಗೆ ಸಹಾಯ ಆಥವಾ ಆದಾಯವಾಗುವಂತ ಯೋಜನೆಗಳನ್ನು ಸಂಘದ ಮೂಲಕ ಬೆಳೆಯ ಸಾಲದಂತೆ ನೀಡಲಾಗುವುದು. ಸಂಘದ ಮೂಲಕ ಬೆಳೆಗಳಿಗೆ ಶೇಕಡಾ 3 ರಷ್ಟು ಬಡ್ಡಿ ದರದಲ್ಲಿ ಸಾಲ ಸೌಲಭ್ಯ ನೀಡಲಾಗುವುದು.	[525, 254, 632, 387]
deadline-col-3: ಅರ್ಜಿ ಸಲ್ಲಿಸಲು 10+2 (ಅಥವಾ ಪ್ಲಸ್) ಹಾಗೂ 10+2+3 (ಪದವಿ) ಹಂತದ ವಿದ್ಯಾರ್ಥಿಗಳು ಅರ್ಹರಾಗಿರುತ್ತಾರೆ. ಹೆಚ್ಚಿನ ವಿವರಗಳಿಗಾಗಿ ದೂ.0816–2955580, 9886112434, 7349474339ಕ್ಕೆ ಸಂಪರ್ಕಿಸಬಹುದು.	[883, 1450, 1006, 1537]
divider	[37, 1179, 1106, 1180]
accident-photo	[182, 1190, 361, 1333]
article-headline: ವೃದ್ಧ ಕಾಣೆ	[692, 1681, 763, 1704]
article-kicker: 257 ಗ್ರಾಮಗಳಿಂದ 750 ಸ್ಪರ್ಧಿಗಳು ಭಾಗವಹಿಸುವಿಕೆ | ಗೆದ್ದರೆ ಬಂಪರ್ ಬಹುಮಾನ: ಚಿದಾನಂದ್ ಎಂ.ಗೌಡ	[810, 652, 1313, 669]
article-subbar: ದಸಂಸ ಹೋರಾಟಗಾರ | ಪತ್ರಿಕೆ ವಿತರಕ–ಸಾಮಾಜಿಕ ಸೇವೆಗಳ ಮೂಲಕ ಸಂಘಟನೆ	[786, 181, 1520, 204]
article-missing	[620, 1681, 835, 1706]
water-caption: ತುಮಕೂರು: ಸ್ಥಳೀಯ ಜಿಲ್ಲೆಯ ರೈತರ ಹೋರಾಟ ಸಮಿತಿಯ ವತಿಯಿಂದ ನಡೆದ ಸಭೆಯಲ್ಲಿ ಸಮರ್ಪಕ ನೀರು ಪೂರೈಕೆಗೆ ಆಗ್ರಹಿಸಲಾಯಿತು.	[44, 907, 330, 932]
article-headline-line1: ಡಾ.ಬಾಬು ಜಗಜೀವನ್	[649, 1931, 806, 1954]
award-col-6: ತುಮಕೂರು: ಮಾಧ್ಯಮ ಕ್ಷೇತ್ರದಲ್ಲಿ ಹಾಗೂ ಸಾಮಾಜಿಕ ಕ್ಷೇತ್ರದಲ್ಲಿ ನಿರಂತರವಾಗಿ ಸೇವೆ ಸಲ್ಲಿಸುತ್ತಿರುವ ನರಸೀಯಪ್ಪ ಅವರಿಗೆ ಈ ಬಾರಿಯ ಬಾಬು ಜಗಜೀವನ ರಾಂ ಪ್ರಶಸ್ತಿ ಲಭಿಸಿದೆ.	[1300, 249, 1406, 336]
water-col-5: ಕೆ.ಬಿ.ಶಾಂತಕುಮಾರ್ ಎಚ್ಚರಿಕೆ ನೀಡಿದರು.	[461, 908, 579, 935]
registration-mark-right	[1523, 1143, 1542, 1162]
rangoli-col-1: ಬಳಗಾದ: ರಂಗೋಲಿ ಸ್ಪರ್ಧೆಯಲ್ಲಿ ಪ್ರಥಮ, ದ್ವಿತೀಯ, ತೃತೀಯ ಸ್ಥಾನ ಪಡೆದು 257 ಹಳ್ಳಿಗಳಿಂದ 750 ಹೆಚ್ಚು ಮಹಿಳಾ ಸ್ಪರ್ಧಿಗಳಿಗಾಗಿ ಏರ್ಪಡಿಸಲಾಗಿತ್ತು.	[604, 741, 717, 813]
logo-text-left: ವಿಶಾಲ	[37, 48, 102, 79]
divider	[604, 729, 1520, 730]
award-col-12: ತುಮಕೂರು: ಮಾಧ್ಯಮ ಕ್ಷೇತ್ರದಲ್ಲಿ ಹಾಗೂ ಸಾಮಾಜಿಕ ಕ್ಷೇತ್ರದಲ್ಲಿ ನಿರಂತರವಾಗಿ ಸೇವೆ ಸಲ್ಲಿಸುತ್ತಿರುವ ನರಸೀಯಪ್ಪ ಅವರಿಗೆ ಈ ಬಾರಿಯ ಬಾಬು ಜಗಜೀವನ ರಾಂ ಪ್ರಶಸ್ತಿ ಲಭಿಸಿದೆ.	[1414, 473, 1520, 552]
award-col-10: ಗೌರವದ ಹೋರಾಟ ಹೊಣೆಯಾಗಿ ಎಲ್ಲಾ ಹಂತದ ಸಮಾಜದ ಹಿಂದುಳಿದ ವರ್ಗಗಳ ಪರವಾಗಿ ಹೋರಾಟ ನಡೆಸಿದ್ದಾರೆ.	[1186, 473, 1292, 524]
siddaganga-col-1: ತುಮಕೂರು: ಸಿದ್ಧಗಂಗಾ ವೈದ್ಯಕೀಯ ಕಾಲೇಜಿಗೆ ಆಯುಷ್ಮಾನ್ ಯೋಜನೆಯ ಅಡಿಯಲ್ಲಿ ಸೌಲಭ್ಯಗಳನ್ನು ಹಸ್ತಾಂತರ ಮಾಡಲಾಯಿತು.	[1172, 1748, 1338, 1790]
deadline-col-2: ಆಸಕ್ತ ವಿದ್ಯಾರ್ಥಿಗಳು ಸಂಬಂಧಪಟ್ಟ ಕಾಲೇಜಿನಲ್ಲಿ ಅರ್ಜಿ ಸಲ್ಲಿಸಬಹುದು ಎಂದು ಪ್ರಕಟಣೆಯಲ್ಲಿ ತಿಳಿಸಲಾಗಿದೆ.	[752, 1450, 875, 1491]
accident-col-7: ಮೃತರನ್ನು ಆನೇಕಲ್ ತಾಲ್ಲೂಕಿನ ಬಿ.ಎಲ್. ಕೇಶವ ಎಂದು ಗುರುತಿಸಲಾಗಿದೆ. ಈತ ಚಿಕಿತ್ಸೆ ಫಲಕಾರಿಯಾಗದೆ ಮೃತಪಟ್ಟಿದ್ದಾನೆ.	[863, 1192, 976, 1249]
temple-col-2: ಏ.7 ರಂದು ಬೆಳಿಗ್ಗೆ 9.30 ಕ್ಕೆ ಗಣಹೋಮ, ಮಧ್ಯಾಹ್ನ 12 ಕ್ಕೆ ಮಹಾಮಂಗಳಾರತಿ, ಸಂಜೆ 7 ಕ್ಕೆ ರಥೋತ್ಸವ ನಡೆಯಲಿದೆ.	[1006, 1916, 1153, 1954]
water-col-1: ಕೆ.ಬಿ.ಶಾಂತಕುಮಾರ್ ಎಚ್ಚರಿಕೆ ನೀಡಿದರು. ತುಮಕೂರು ಗ್ರಾಮೀಣ ಭಾಗದ ಕೆರೆಗಳಿಗೆ ಮತ್ತು ಪ್ರತ್ಯೇಕ ಗೊಟ್ಟಿಗಳಲ್ಲಿ ಮಾರಾಣವೂ ಸಾಕಾಗುವ 78 ಕೆರೆಗಳ ಹಾಗೂ 24/7 ನೀರು ನೀಡಬೇಕು ಎಂದು ಆಗ್ರಹಿಸಿದರು.	[337, 699, 452, 806]
divider	[37, 687, 582, 688]
award-col-9: 1989ರಲ್ಲಿ ಕೆ.ಮೊದಲಿರಾಜ್, ನರಸಿಂಹಯ್ಯ, ತಿಮ್ಮಯ್ಯ ರಾಮಯ್ಯ, ರಂಗಪ್ಪನವರ ಬಳ್ಳುವಾದರು, ಬಿ.ಹೆಚ್.ಗಂಗಾಧರ್ ಅವರ ಒತ್ತಾಸೆ ಮತ್ತು ಬೆಂಬಲದಿಂದ ನಾಲ್ಕಡಿ ಚಿಂತನವಾಗಿಗೆ ನಿಂತು ಗೆದ್ದು ಉತ್ತಮ ಕೆಲಸ ನಿರ್ವಹಿಸಿದರು.	[1072, 473, 1178, 566]
accident-col-6: ತುಮಕೂರು: ಬೆಂಗಳೂರು ಕಡೆಯಿಂದ ಹಿಂದಿರುಗಿ ಬರುತ್ತಿದ್ದ ಬೈಕ್ ಸವಾರನಿಗೆ ಲಾರಿಯೊಂದು ಡಿಕ್ಕಿ ಹೊಡೆದ ಪರಿಣಾಮ ಸ್ಥಳದಲ್ಲೇ ಮೃತಪಟ್ಟ ಘಟನೆ ನಡೆದಿದೆ.	[740, 1192, 853, 1264]
divider	[620, 1922, 842, 1923]
article-col-6: ಸಿ.ಎಸ್.ಪುರ ಕೃಷಿ ಪತ್ತಿನ ಸಹಕಾರ ಸಂಘದ ನೂತನ ಅಧ್ಯಕ್ಷರಾಗಿ ಎಚ್.ಟಿ.ಶ್ರೀನಿವಾಸ್ ಆಯ್ಕೆಯಾದ ಸಂದರ್ಭದಲ್ಲಿ ಸನ್ಮಾನಿಸಲಾಯಿತು.	[286, 452, 399, 509]
article-headline-line1: ಎ.7 ರಿಂದ ಶ್ರೀಗಿರಿಲಕ್ಷ್ಮಿ ದೇವಿಯ	[896, 1681, 1113, 1704]
